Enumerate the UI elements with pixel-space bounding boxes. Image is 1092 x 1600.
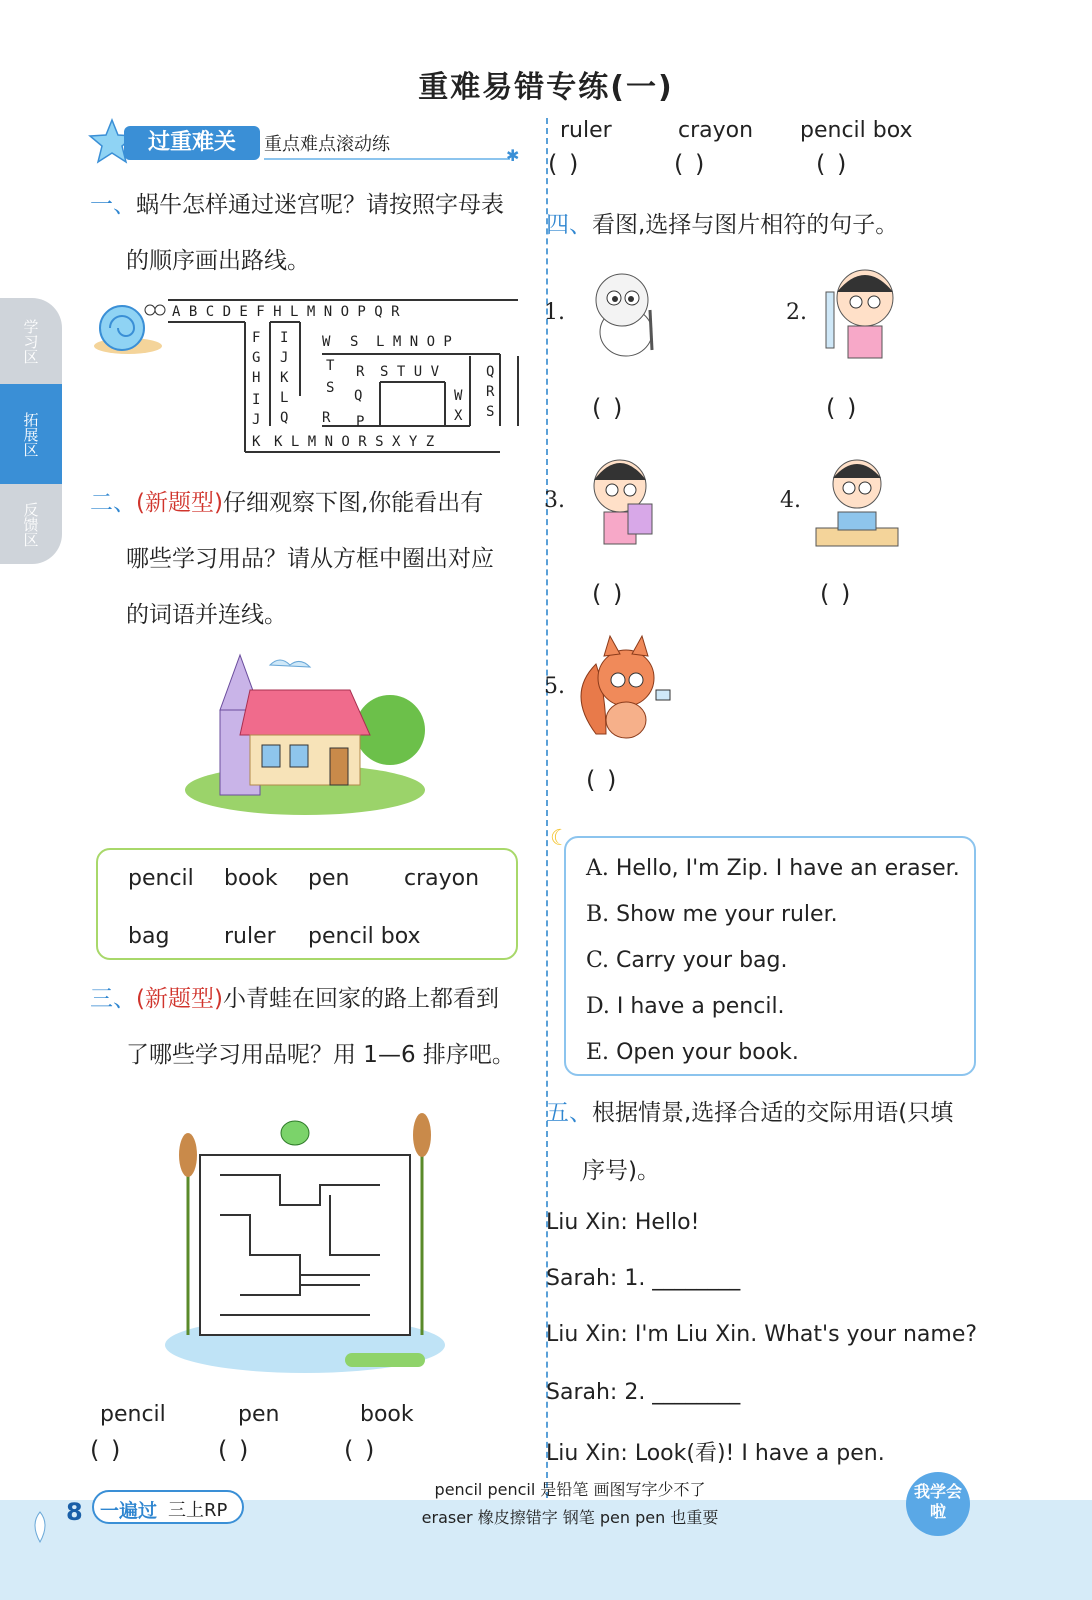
side-tab-feedback[interactable]: 反馈区 xyxy=(0,484,62,564)
q3-item-book: book xyxy=(360,1402,414,1427)
q4-line: 四、看图,选择与图片相符的句子。 xyxy=(546,212,899,238)
page-number: 8 xyxy=(66,1498,83,1526)
banner-sub: 重点难点滚动练 xyxy=(264,134,390,155)
q3-item-pen: pen xyxy=(238,1402,280,1427)
q4-answer-4[interactable]: ( ) xyxy=(820,580,853,608)
column-divider xyxy=(546,118,548,1498)
svg-text:A B C D E F H L M N O P Q R: A B C D E F H L M N O P Q R xyxy=(172,304,400,320)
q4-answer-3[interactable]: ( ) xyxy=(592,580,625,608)
q3-item-pencil: pencil xyxy=(100,1402,166,1427)
svg-text:R: R xyxy=(486,384,495,400)
svg-text:Q: Q xyxy=(486,364,495,380)
rocket-icon xyxy=(20,1508,60,1548)
q3-answer-1[interactable]: ( ) xyxy=(90,1436,123,1464)
svg-text:K L M N O R S X Y Z: K L M N O R S X Y Z xyxy=(274,434,435,450)
sparkle-icon: ✱ xyxy=(506,146,520,165)
q3-answer-2[interactable]: ( ) xyxy=(218,1436,251,1464)
option-e: E. Open your book. xyxy=(586,1040,799,1065)
svg-text:S: S xyxy=(326,380,335,396)
girl-bag-icon xyxy=(580,450,670,550)
q4-answer-1[interactable]: ( ) xyxy=(592,394,625,422)
option-a: A. Hello, I'm Zip. I have an eraser. xyxy=(586,856,960,881)
svg-text:I: I xyxy=(280,330,289,346)
svg-text:X: X xyxy=(454,408,463,424)
letter-maze[interactable] xyxy=(90,296,530,456)
q4-label-4: 4. xyxy=(780,488,801,513)
option-b: B. Show me your ruler. xyxy=(586,902,838,927)
q2-line2: 哪些学习用品？请从方框中圈出对应 xyxy=(126,546,494,572)
q3-item-ruler: ruler xyxy=(560,118,612,143)
svg-text:P: P xyxy=(356,414,365,430)
svg-text:W: W xyxy=(454,388,463,404)
word-pen[interactable]: pen xyxy=(308,866,350,891)
q5-line1: 五、根据情景,选择合适的交际用语(只填 xyxy=(546,1100,954,1126)
word-bag[interactable]: bag xyxy=(128,924,170,949)
option-c: C. Carry your bag. xyxy=(586,948,788,973)
q4-answer-2[interactable]: ( ) xyxy=(826,394,859,422)
moon-icon: ☾ xyxy=(550,826,570,851)
q1-line2: 的顺序画出路线。 xyxy=(126,248,310,274)
svg-text:W: W xyxy=(322,334,331,350)
svg-text:K: K xyxy=(280,370,289,386)
dialogue-line-5: Liu Xin: Look(看)! I have a pen. xyxy=(546,1441,885,1466)
dialogue-line-2[interactable]: Sarah: 1. ________ xyxy=(546,1266,741,1291)
svg-text:J: J xyxy=(252,412,261,428)
svg-text:S: S xyxy=(350,334,359,350)
svg-text:K: K xyxy=(252,434,261,450)
options-box xyxy=(550,826,976,1076)
svg-text:Q: Q xyxy=(354,388,363,404)
svg-text:S: S xyxy=(486,404,495,420)
girl-ruler-icon xyxy=(820,262,910,362)
q5-line2: 序号)。 xyxy=(582,1158,660,1184)
brand-pill: 一遍过 三上RP xyxy=(92,1490,244,1524)
banner-line xyxy=(264,158,510,160)
q2-line1: 二、(新题型)仔细观察下图,你能看出有 xyxy=(90,490,484,516)
q3-item-pencil-box: pencil box xyxy=(800,118,913,143)
word-box xyxy=(96,848,518,960)
snail-icon xyxy=(94,305,165,354)
option-d: D. I have a pencil. xyxy=(586,994,785,1019)
q3-answer-6[interactable]: ( ) xyxy=(816,150,849,178)
badge-learned: 我学会啦 xyxy=(906,1472,970,1536)
q3-line1: 三、(新题型)小青蛙在回家的路上都看到 xyxy=(90,986,499,1012)
pencil-house-illustration xyxy=(180,650,430,820)
q3-answer-3[interactable]: ( ) xyxy=(344,1436,377,1464)
dialogue-line-3: Liu Xin: I'm Liu Xin. What's your name? xyxy=(546,1322,978,1347)
q4-label-3: 3. xyxy=(544,488,565,513)
svg-text:G: G xyxy=(252,350,261,366)
q3-answer-4[interactable]: ( ) xyxy=(548,150,581,178)
svg-text:R: R xyxy=(322,410,331,426)
q3-answer-5[interactable]: ( ) xyxy=(674,150,707,178)
squirrel-icon xyxy=(576,634,676,740)
boy-book-icon xyxy=(812,450,902,550)
word-pencil[interactable]: pencil xyxy=(128,866,194,891)
sheep-icon xyxy=(586,262,666,362)
word-book[interactable]: book xyxy=(224,866,278,891)
footer xyxy=(0,1480,1092,1600)
svg-text:L: L xyxy=(280,390,289,406)
side-tab-extend[interactable]: 拓展区 xyxy=(0,384,62,484)
footer-rhyme: pencil pencil 是铅笔 画图写字少不了 eraser 橡皮擦错字 钢笔 pen pen 也重要 xyxy=(421,1480,719,1527)
q2-line3: 的词语并连线。 xyxy=(126,602,287,628)
q3-item-crayon: crayon xyxy=(678,118,754,143)
q4-label-5: 5. xyxy=(544,674,565,699)
dialogue-line-4[interactable]: Sarah: 2. ________ xyxy=(546,1380,741,1405)
section-banner xyxy=(88,122,528,164)
svg-text:S T U V: S T U V xyxy=(380,364,440,380)
dialogue-line-1: Liu Xin: Hello! xyxy=(546,1210,700,1235)
q4-label-2: 2. xyxy=(786,300,807,325)
q3-line2: 了哪些学习用品呢？用 1—6 排序吧。 xyxy=(126,1042,515,1068)
banner-main: 过重难关 xyxy=(124,126,260,160)
svg-text:H: H xyxy=(252,370,261,386)
page-title: 重难易错专练(一) xyxy=(418,70,674,105)
word-ruler[interactable]: ruler xyxy=(224,924,276,949)
svg-text:J: J xyxy=(280,350,289,366)
svg-text:R: R xyxy=(356,364,365,380)
svg-text:F: F xyxy=(252,330,261,346)
q1-line1: 一、蜗牛怎样通过迷宫呢？请按照字母表 xyxy=(90,192,504,218)
q4-label-1: 1. xyxy=(544,300,565,325)
word-crayon[interactable]: crayon xyxy=(404,866,480,891)
svg-text:I: I xyxy=(252,392,261,408)
svg-text:T: T xyxy=(326,358,335,374)
q4-answer-5[interactable]: ( ) xyxy=(586,766,619,794)
word-pencil-box[interactable]: pencil box xyxy=(308,924,421,949)
svg-text:L M N O P: L M N O P xyxy=(376,334,452,350)
frog-maze-illustration xyxy=(160,1095,450,1380)
svg-text:Q: Q xyxy=(280,410,289,426)
side-tab-study[interactable]: 学习区 xyxy=(0,298,62,384)
